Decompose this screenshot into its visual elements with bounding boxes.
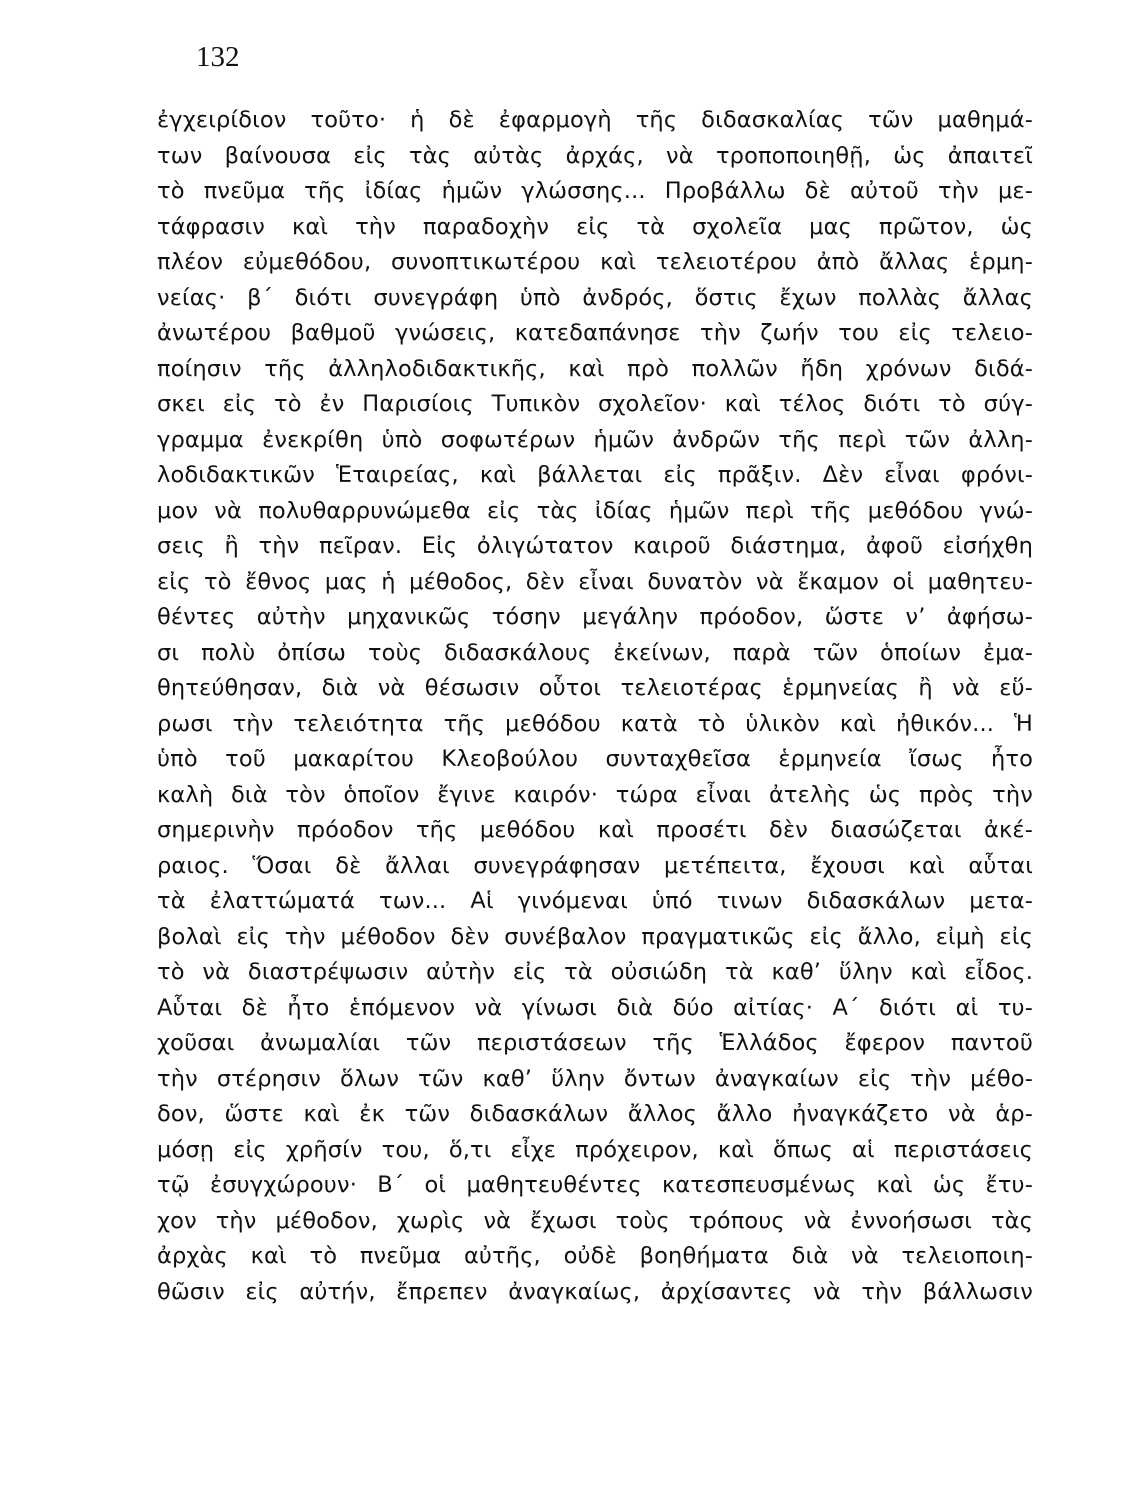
text-line: χον τὴν μέθοδον, χωρὶς νὰ ἔχωσι τοὺς τρόπους νὰ ἐννοήσωσι τὰς	[157, 1207, 1033, 1234]
text-line: τὸ νὰ διαστρέψωσιν αὐτὴν εἰς τὰ οὐσιώδη τὰ καθ’ ὕλην καὶ εἶδος.	[157, 959, 1033, 985]
text-line: σημερινὴν πρόοδον τῆς μεθόδου καὶ προσέτι δὲν διασώζεται ἀκέ-	[157, 817, 1033, 843]
text-line: Αὗται δὲ ἦτο ἑπόμενον νὰ γίνωσι διὰ δύο αἰτίας· Α΄ διότι αἱ τυ-	[157, 994, 1033, 1021]
text-line: ρωσι τὴν τελειότητα τῆς μεθόδου κατὰ τὸ ὑλικὸν καὶ ἠθικόν... Ἡ	[157, 710, 1033, 737]
text-line: λοδιδακτικῶν Ἑταιρείας, καὶ βάλλεται εἰς πρᾶξιν. Δὲν εἶναι φρόνι-	[157, 462, 1033, 488]
text-line: νείας· β΄ διότι συνεγράφη ὑπὸ ἀνδρός, ὅστις ἔχων πολλὰς ἄλλας	[157, 284, 1033, 311]
page-number: 132	[196, 41, 240, 73]
text-line: ραιος. Ὅσαι δὲ ἄλλαι συνεγράφησαν μετέπειτα, ἔχουσι καὶ αὗται	[157, 852, 1033, 879]
text-line: εἰς τὸ ἔθνος μας ἡ μέθοδος, δὲν εἶναι δυνατὸν νὰ ἔκαμον οἱ μαθητευ-	[157, 568, 1033, 595]
text-line: τὸ πνεῦμα τῆς ἰδίας ἡμῶν γλώσσης... Προβάλλω δὲ αὐτοῦ τὴν με-	[157, 178, 1033, 204]
text-line: θητεύθησαν, διὰ νὰ θέσωσιν οὗτοι τελειοτέρας ἑρμηνείας ἢ νὰ εὕ-	[157, 675, 1033, 701]
text-line: ἀνωτέρου βαθμοῦ γνώσεις, κατεδαπάνησε τὴν ζωήν του εἰς τελειο-	[157, 320, 1033, 346]
text-line: καλὴ διὰ τὸν ὁποῖον ἔγινε καιρόν· τώρα εἶναι ἀτελὴς ὡς πρὸς τὴν	[157, 781, 1033, 808]
text-line: χοῦσαι ἀνωμαλίαι τῶν περιστάσεων τῆς Ἑλλάδος ἔφερον παντοῦ	[157, 1030, 1033, 1056]
text-line: τῷ ἐσυγχώρουν· Β΄ οἱ μαθητευθέντες κατεσπευσμένως καὶ ὡς ἔτυ-	[157, 1172, 1033, 1198]
text-line: γραμμα ἐνεκρίθη ὑπὸ σοφωτέρων ἡμῶν ἀνδρῶν τῆς περὶ τῶν ἀλλη-	[157, 426, 1033, 453]
body-text	[157, 103, 1033, 1310]
text-line: ἐγχειρίδιον τοῦτο· ἡ δὲ ἐφαρμογὴ τῆς διδασκαλίας τῶν μαθημά-	[157, 107, 1033, 133]
text-line: θῶσιν εἰς αὐτήν, ἔπρεπεν ἀναγκαίως, ἀρχίσαντες νὰ τὴν βάλλωσιν	[157, 1278, 1033, 1305]
text-line: ποίησιν τῆς ἀλληλοδιδακτικῆς, καὶ πρὸ πολλῶν ἤδη χρόνων διδά-	[157, 355, 1033, 382]
text-line: δον, ὥστε καὶ ἐκ τῶν διδασκάλων ἄλλος ἄλλο ἠναγκάζετο νὰ ἁρ-	[157, 1101, 1033, 1127]
text-line: των βαίνουσα εἰς τὰς αὐτὰς ἀρχάς, νὰ τροποποιηθῇ, ὡς ἀπαιτεῖ	[157, 142, 1033, 169]
text-line: τὰ ἐλαττώματά των... Αἱ γινόμεναι ὑπό τινων διδασκάλων μετα-	[157, 888, 1033, 914]
text-line: ἀρχὰς καὶ τὸ πνεῦμα αὐτῆς, οὐδὲ βοηθήματα διὰ νὰ τελειοποιη-	[157, 1243, 1033, 1269]
text-line: σι πολὺ ὀπίσω τοὺς διδασκάλους ἐκείνων, παρὰ τῶν ὁποίων ἐμα-	[157, 639, 1033, 666]
text-line: τὴν στέρησιν ὅλων τῶν καθ’ ὕλην ὄντων ἀναγκαίων εἰς τὴν μέθο-	[157, 1065, 1033, 1092]
text-line: σεις ἢ τὴν πεῖραν. Εἰς ὀλιγώτατον καιροῦ διάστημα, ἀφοῦ εἰσήχθη	[157, 533, 1033, 559]
text-line: βολαὶ εἰς τὴν μέθοδον δὲν συνέβαλον πραγματικῶς εἰς ἄλλο, εἰμὴ εἰς	[157, 923, 1033, 950]
text-line: μόσῃ εἰς χρῆσίν του, ὅ,τι εἶχε πρόχειρον, καὶ ὅπως αἱ περιστάσεις	[157, 1136, 1033, 1163]
text-line: σκει εἰς τὸ ἐν Παρισίοις Τυπικὸν σχολεῖον· καὶ τέλος διότι τὸ σύγ-	[157, 391, 1033, 417]
text-line: θέντες αὐτὴν μηχανικῶς τόσην μεγάλην πρόοδον, ὥστε ν’ ἀφήσω-	[157, 604, 1033, 630]
text-line: τάφρασιν καὶ τὴν παραδοχὴν εἰς τὰ σχολεῖα μας πρῶτον, ὡς	[157, 213, 1033, 240]
text-line: ὑπὸ τοῦ μακαρίτου Κλεοβούλου συνταχθεῖσα ἑρμηνεία ἴσως ἦτο	[157, 746, 1033, 772]
text-line: πλέον εὐμεθόδου, συνοπτικωτέρου καὶ τελειοτέρου ἀπὸ ἄλλας ἑρμη-	[157, 249, 1033, 275]
text-line: μον νὰ πολυθαρρυνώμεθα εἰς τὰς ἰδίας ἡμῶν περὶ τῆς μεθόδου γνώ-	[157, 497, 1033, 524]
